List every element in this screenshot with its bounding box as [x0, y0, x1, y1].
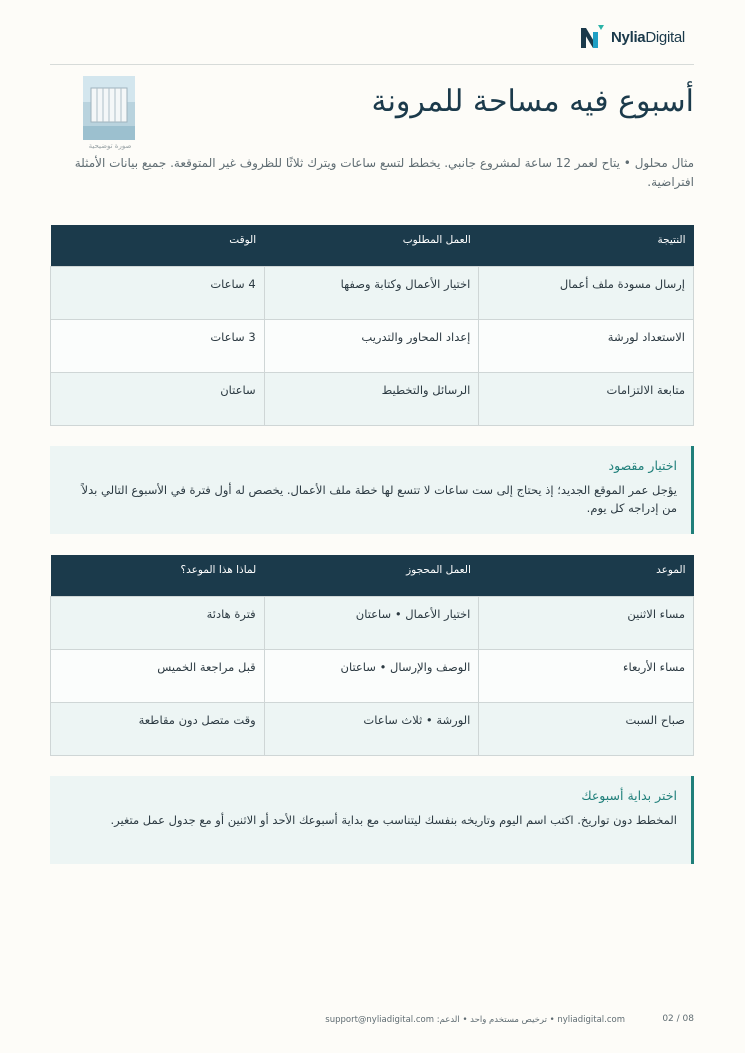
- nylia-logo-icon: [578, 22, 608, 52]
- table-row: [51, 266, 694, 319]
- table-row: [51, 372, 694, 425]
- table-header-cell: العمل المحجوز: [264, 555, 479, 596]
- illustration-thumbnail: [83, 76, 135, 140]
- table-cell: فترة هادئة: [51, 596, 265, 649]
- header-divider: [50, 64, 694, 65]
- table-header-cell: العمل المطلوب: [264, 225, 479, 266]
- page-title: أسبوع فيه مساحة للمرونة: [371, 84, 694, 119]
- table-row: [51, 649, 694, 702]
- table-cell: 3 ساعات: [51, 319, 265, 372]
- table-row: [51, 702, 694, 755]
- callout-week-start: [50, 776, 694, 864]
- table-cell: متابعة الالتزامات: [479, 372, 694, 425]
- brand-name: NyliaDigital: [611, 28, 685, 46]
- table-cell: مساء الأربعاء: [479, 649, 694, 702]
- footer-info: nyliadigital.com • ترخيص مستخدم واحد • الدعم: support@nyliadigital.com: [325, 1015, 625, 1025]
- page-footer: [50, 1014, 694, 1028]
- callout-title: اختر بداية أسبوعك: [581, 788, 677, 803]
- callout-body: المخطط دون تواريخ. اكتب اسم اليوم وتاريخه بنفسك ليتناسب مع بداية أسبوعك الأحد أو الاثنين أو مع جدول عمل متغير.: [110, 813, 677, 827]
- table-cell: ساعتان: [51, 372, 265, 425]
- table-cell: قبل مراجعة الخميس: [51, 649, 265, 702]
- table-cell: إرسال مسودة ملف أعمال: [479, 266, 694, 319]
- outcomes-table: [50, 225, 694, 426]
- table-cell: مساء الاثنين: [479, 596, 694, 649]
- table-header-cell: الوقت: [51, 225, 265, 266]
- table-cell: وقت متصل دون مقاطعة: [51, 702, 265, 755]
- table-row: [51, 319, 694, 372]
- page-number: 02 / 08: [662, 1014, 694, 1024]
- table-cell: الرسائل والتخطيط: [264, 372, 479, 425]
- callout-body: يؤجل عمر الموقع الجديد؛ إذ يحتاج إلى ست ساعات لا تتسع لها خطة ملف الأعمال. يخصص له أول فترة في الأسبوع التالي بدلاً من إدراجه كل يوم.: [81, 483, 677, 515]
- table-header-cell: النتيجة: [479, 225, 694, 266]
- table-cell: اختيار الأعمال وكتابة وصفها: [264, 266, 479, 319]
- callout-deliberate-choice: [50, 446, 694, 534]
- table-cell: الورشة • ثلاث ساعات: [264, 702, 479, 755]
- thumbnail-caption: صورة توضيحية: [88, 142, 132, 150]
- schedule-table: [50, 555, 694, 756]
- table-cell: إعداد المحاور والتدريب: [264, 319, 479, 372]
- table-cell: الوصف والإرسال • ساعتان: [264, 649, 479, 702]
- callout-title: اختيار مقصود: [608, 458, 677, 473]
- table-cell: الاستعداد لورشة: [479, 319, 694, 372]
- brand-logo: [578, 22, 685, 52]
- table-header-cell: الموعد: [479, 555, 694, 596]
- table-cell: 4 ساعات: [51, 266, 265, 319]
- table-cell: اختيار الأعمال • ساعتان: [264, 596, 479, 649]
- intro-paragraph: مثال محلول • يتاح لعمر 12 ساعة لمشروع جانبي. يخطط لتسع ساعات ويترك ثلاثًا للظروف غير المتوقعة. جميع بيانات الأمثلة افتراضية.: [74, 156, 694, 189]
- table-cell: صباح السبت: [479, 702, 694, 755]
- table-header-cell: لماذا هذا الموعد؟: [51, 555, 265, 596]
- table-row: [51, 596, 694, 649]
